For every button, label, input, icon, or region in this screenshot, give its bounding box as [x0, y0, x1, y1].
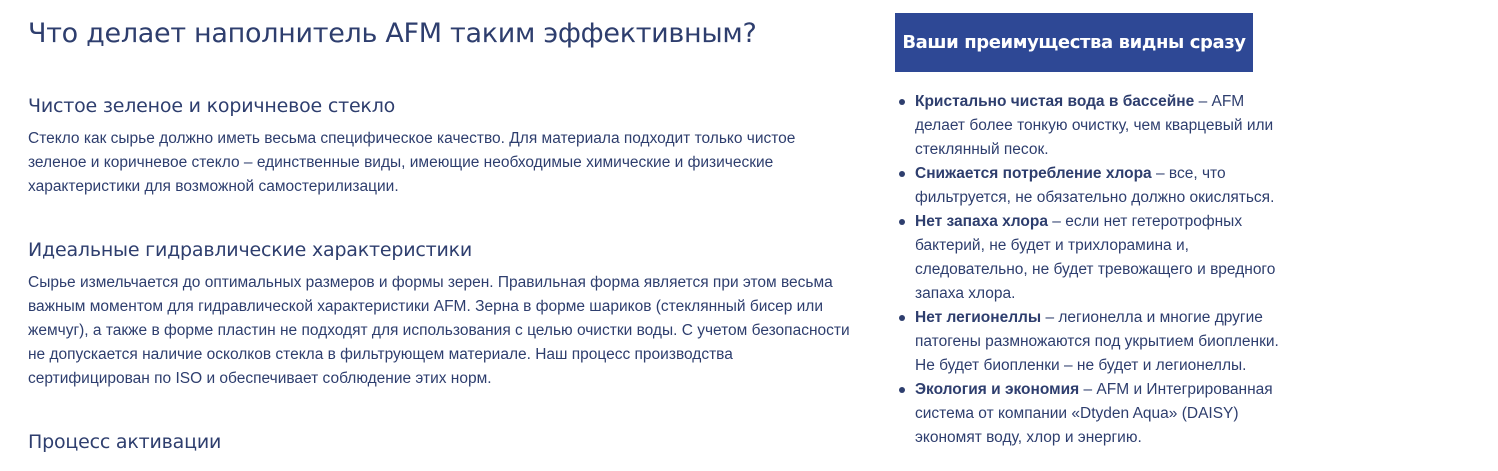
benefit-text: – если нет гетеротрофных бактерий, не будет и трихлорамина и, следовательно, не будет тревожащего и вредного запаха хлора.	[915, 213, 1276, 302]
benefit-title: Кристально чистая вода в бассейне	[915, 93, 1195, 110]
benefit-title: Нет запаха хлора	[915, 213, 1048, 230]
section-text: Сырье измельчается до оптимальных размеров и формы зерен. Правильная форма является при этом весьма важным моментом для гидравлической характеристики AFM. Зерна в форме шариков (стеклянный бисер или жемчуг), а также в форме пластин не подходят для использования с целью очистки воды. С учетом безопасности не допускается наличие осколков стекла в фильтрующем материале. Наш процесс производства сертифицирован по ISO и обеспечивает соблюдение этих норм.	[28, 274, 850, 387]
section-heading: Чистое зеленое и коричневое стекло	[28, 95, 396, 117]
benefits-banner: Ваши преимущества видны сразу	[895, 13, 1253, 72]
section-hydraulics	[28, 239, 858, 391]
benefit-text: – все, что фильтруется, не обязательно должно окисляться.	[915, 165, 1275, 206]
benefit-item	[895, 210, 1295, 306]
benefit-item	[895, 378, 1295, 450]
benefits-sidebar	[895, 13, 1295, 446]
benefit-text: – легионелла и многие другие патогены размножаются под укрытием биопленки. Не будет биопленки – не будет и легионеллы.	[915, 309, 1279, 374]
bullet-icon	[899, 315, 905, 321]
section-activation	[28, 431, 858, 463]
section-clean-glass	[28, 95, 858, 199]
benefit-title: Экология и экономия	[915, 381, 1080, 398]
page-title: Что делает наполнитель AFM таким эффективным?	[28, 18, 757, 49]
benefits-list	[895, 90, 1295, 450]
benefit-item	[895, 90, 1295, 162]
bullet-icon	[899, 171, 905, 177]
benefit-item	[895, 162, 1295, 210]
section-heading: Идеальные гидравлические характеристики	[28, 239, 473, 261]
bullet-icon	[899, 387, 905, 393]
benefit-item	[895, 306, 1295, 378]
bullet-icon	[899, 99, 905, 105]
benefit-text: – AFM делает более тонкую очистку, чем кварцевый или стеклянный песок.	[915, 93, 1274, 158]
benefit-text: – AFM и Интегрированная система от компании «Dtyden Aqua» (DAISY) экономят воду, хлор и энергию.	[915, 381, 1273, 446]
benefit-title: Нет легионеллы	[915, 309, 1042, 326]
section-text: Стекло как сырье должно иметь весьма специфическое качество. Для материала подходит только чистое зеленое и коричневое стекло – единственные виды, имеющие необходимые химические и физические характеристики для возможной самостерилизации.	[28, 130, 796, 195]
section-heading: Процесс активации	[28, 431, 222, 453]
benefit-title: Снижается потребление хлора	[915, 165, 1152, 182]
bullet-icon	[899, 219, 905, 225]
